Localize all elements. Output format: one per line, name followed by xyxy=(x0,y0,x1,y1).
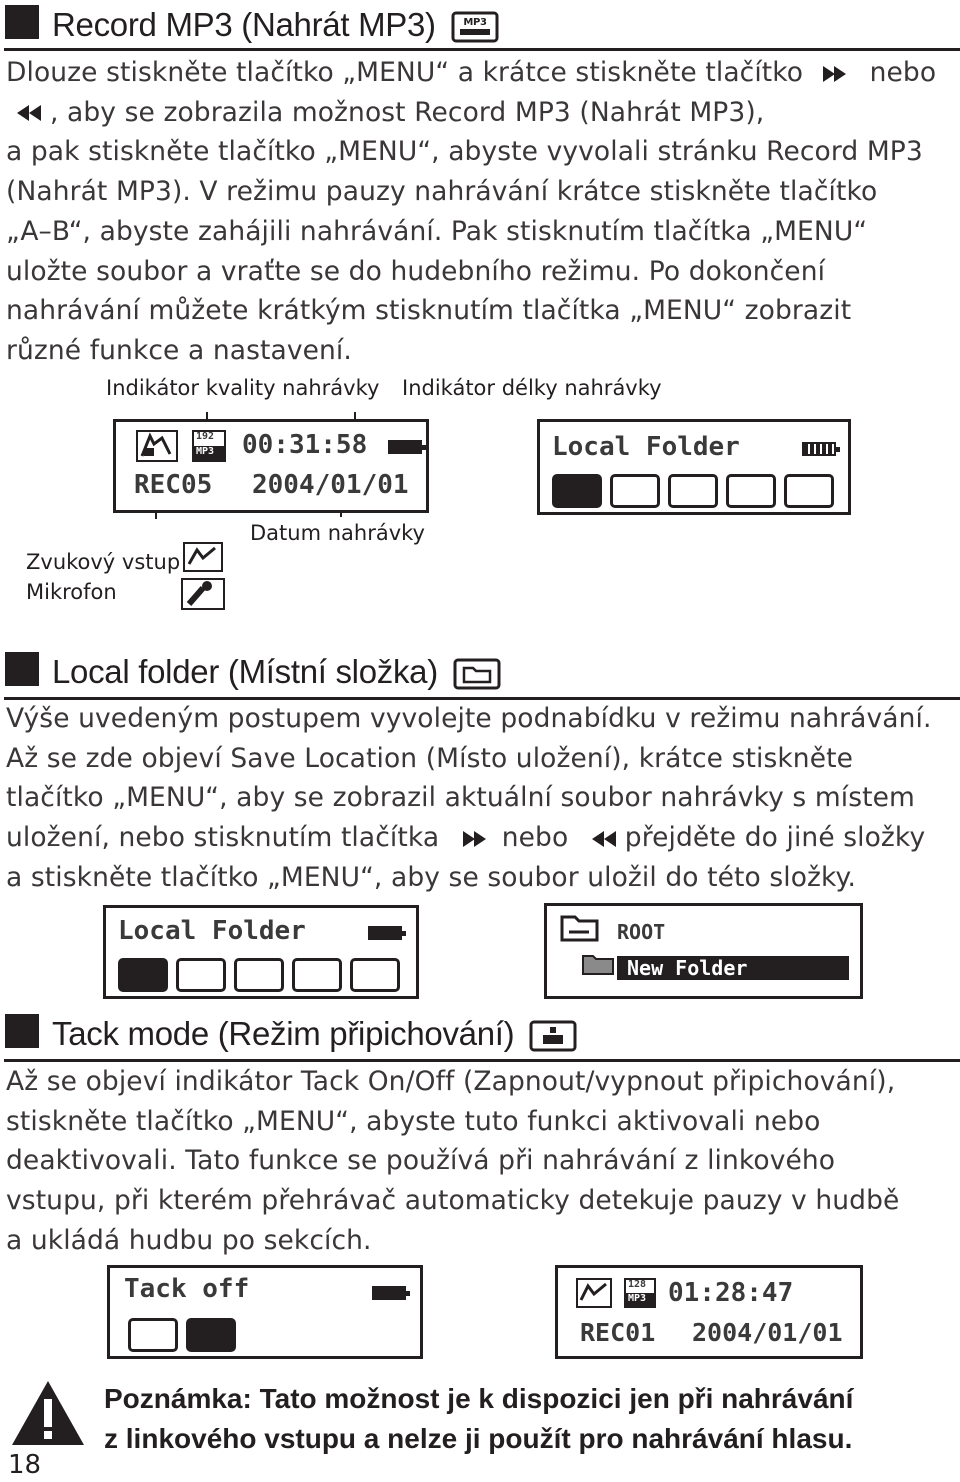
section-rule xyxy=(4,48,960,51)
text-line: stiskněte tlačítko „MENU“, abyste tuto funkci aktivovali nebo xyxy=(6,1105,821,1137)
folder-screen xyxy=(544,903,863,999)
record-filename: REC01 xyxy=(580,1318,656,1347)
text-line: Až se zde objeví Save Location (Místo uložení), krátce stiskněte xyxy=(6,742,853,774)
text-line: a ukládá hudbu po sekcích. xyxy=(6,1224,372,1256)
text-line: tlačítko „MENU“, aby se zobrazil aktuální soubor nahrávky s místem xyxy=(6,782,915,814)
menu-icon-row xyxy=(118,958,408,992)
svg-text:MP3: MP3 xyxy=(462,17,487,29)
local-paragraph xyxy=(6,699,960,898)
tack-status-title: Tack off xyxy=(124,1274,250,1304)
record-paragraph xyxy=(6,53,960,371)
label-microphone: Mikrofon xyxy=(26,580,117,604)
tack-icon[interactable] xyxy=(610,474,660,508)
text-line: deaktivovali. Tato funkce se používá při nahrávání z linkového xyxy=(6,1145,836,1177)
section-title-local: Local folder (Místní složka) xyxy=(52,653,501,691)
menu-icon-row xyxy=(552,474,842,508)
text-line: Dlouze stiskněte tlačítko „MENU“ a krátce stiskněte tlačítko nebo xyxy=(6,57,937,88)
text-line: , aby se zobrazila možnost Record MP3 (Nahrát MP3), xyxy=(6,93,960,133)
section-title-record: Record MP3 (Nahrát MP3) MP3 xyxy=(52,6,499,44)
battery-icon xyxy=(372,1286,406,1300)
folder-edit-icon[interactable] xyxy=(552,474,602,508)
rewind-icon xyxy=(591,830,617,848)
microphone-icon xyxy=(181,578,225,610)
folder-edit-icon[interactable] xyxy=(118,958,168,992)
battery-icon xyxy=(388,440,422,454)
section-marker xyxy=(5,1014,39,1048)
line-in-icon xyxy=(136,430,178,462)
recording-screen xyxy=(555,1265,863,1359)
text-line: (Nahrát MP3). V režimu pauzy nahrávání krátce stiskněte tlačítko xyxy=(6,176,878,208)
selected-folder-row[interactable] xyxy=(617,956,849,980)
menu-screen xyxy=(103,905,419,999)
menu-screen xyxy=(537,419,851,515)
page-number: 18 xyxy=(8,1450,42,1480)
format-label: MP3 xyxy=(196,446,215,457)
folder-edit-icon xyxy=(453,657,501,691)
rewind-icon xyxy=(16,104,42,122)
menu-title: Local Folder xyxy=(552,432,740,462)
text-line: a stiskněte tlačítko „MENU“, aby se soubor uložil do této složky. xyxy=(6,861,857,893)
label-sound-input: Zvukový vstup xyxy=(26,550,181,574)
note-line: Poznámka: Tato možnost je k dispozici jen při nahrávání xyxy=(104,1383,854,1414)
format-label: MP3 xyxy=(628,1293,647,1304)
record-date: 2004/01/01 xyxy=(692,1318,843,1347)
note-line: z linkového vstupu a nelze ji použít pro nahrávání hlasu. xyxy=(104,1423,853,1454)
tack-paragraph xyxy=(6,1062,960,1261)
level-icon[interactable] xyxy=(726,474,776,508)
section-title-tack: Tack mode (Režim připichování) xyxy=(52,1015,577,1053)
text-line: uložení, nebo stisknutím tlačítka nebo přejděte do jiné složky xyxy=(6,822,926,854)
text-line: různé funkce a nastavení. xyxy=(6,334,352,366)
quality-icon[interactable] xyxy=(234,958,284,992)
tack-screen xyxy=(107,1265,423,1359)
tack-icon xyxy=(529,1019,577,1053)
label-record-date: Datum nahrávky xyxy=(250,521,425,545)
record-time: 00:31:58 xyxy=(242,430,368,460)
text-line: „A–B“, abyste zahájili nahrávání. Pak stisknutím tlačítka „MENU“ xyxy=(6,215,868,247)
quality-icon[interactable] xyxy=(668,474,718,508)
record-filename: REC05 xyxy=(134,470,213,500)
record-date: 2004/01/01 xyxy=(252,470,409,500)
folder-name: New Folder xyxy=(627,956,748,980)
text-line: Až se objeví indikátor Tack On/Off (Zapnout/vypnout připichování), xyxy=(6,1066,896,1097)
note-text xyxy=(104,1379,853,1459)
bitrate-value: 128 xyxy=(628,1279,647,1290)
root-label: ROOT xyxy=(617,920,666,944)
section-marker xyxy=(5,652,39,686)
fast-forward-icon xyxy=(822,65,848,83)
level-icon[interactable] xyxy=(292,958,342,992)
text-line: vstupu, při kterém přehrávač automaticky detekuje pauzy v hudbě xyxy=(6,1185,900,1217)
menu-title: Local Folder xyxy=(118,916,306,946)
section-marker xyxy=(5,5,39,39)
folder-icon xyxy=(559,912,601,944)
line-in-icon xyxy=(576,1278,612,1308)
line-in-icon xyxy=(183,542,223,572)
tack-off-icon[interactable] xyxy=(128,1318,178,1352)
tack-icon[interactable] xyxy=(176,958,226,992)
warning-icon xyxy=(10,1379,86,1447)
fast-forward-icon xyxy=(462,830,488,848)
exit-icon[interactable] xyxy=(350,958,400,992)
tack-on-icon[interactable] xyxy=(186,1318,236,1352)
label-quality-indicator: Indikátor kvality nahrávky xyxy=(106,376,380,400)
text-line: uložte soubor a vraťte se do hudebního režimu. Po dokončení xyxy=(6,255,826,287)
subfolder-icon xyxy=(581,950,617,978)
battery-icon xyxy=(802,442,836,456)
text-line: a pak stiskněte tlačítko „MENU“, abyste vyvolali stránku Record MP3 xyxy=(6,136,923,168)
record-time: 01:28:47 xyxy=(668,1278,794,1308)
mp3-record-icon xyxy=(451,10,499,44)
label-length-indicator: Indikátor délky nahrávky xyxy=(402,376,662,400)
exit-icon[interactable] xyxy=(784,474,834,508)
text-line: nahrávání můžete krátkým stisknutím tlačítka „MENU“ zobrazit xyxy=(6,295,852,327)
text-line: Výše uvedeným postupem vyvolejte podnabídku v režimu nahrávání. xyxy=(6,703,932,734)
battery-icon xyxy=(368,926,402,940)
bitrate-value: 192 xyxy=(196,431,215,442)
recording-screen xyxy=(113,419,429,513)
